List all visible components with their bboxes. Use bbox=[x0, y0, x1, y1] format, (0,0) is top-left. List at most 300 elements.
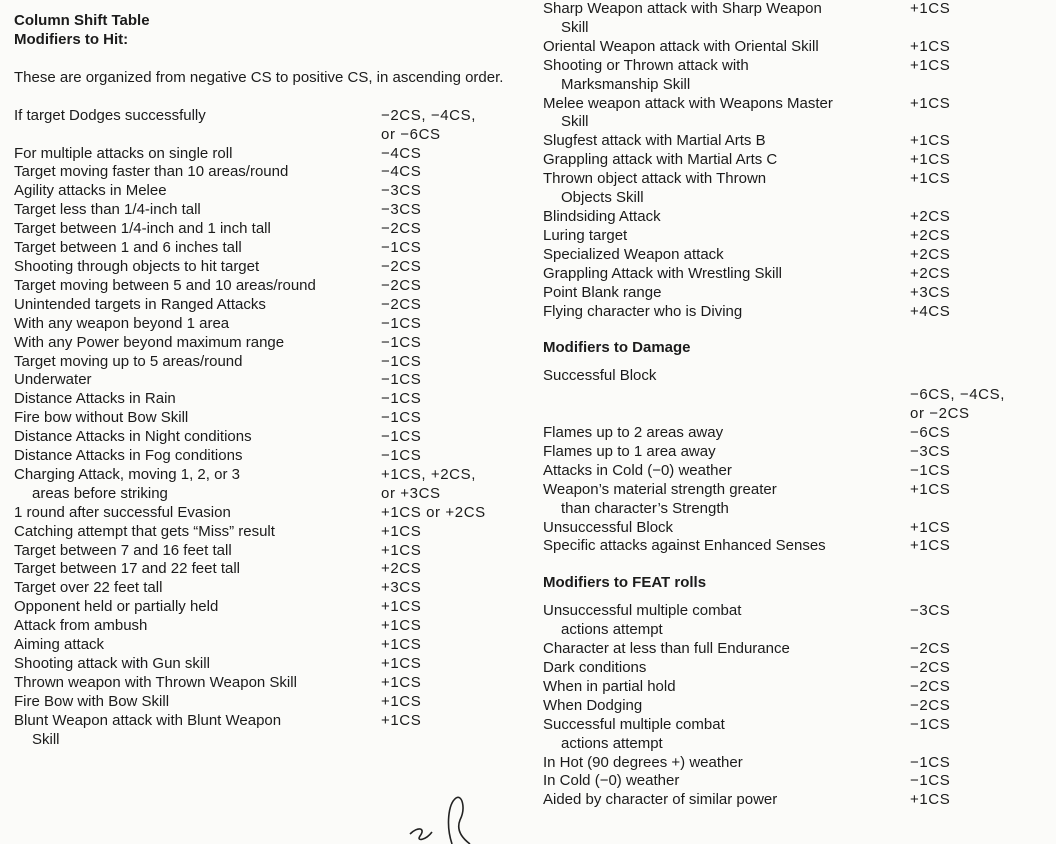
modifier-value-line: +3CS bbox=[910, 283, 951, 301]
left-column bbox=[14, 0, 514, 750]
modifier-label bbox=[14, 655, 381, 674]
modifier-label bbox=[14, 636, 381, 655]
modifier-value-line: +1CS bbox=[381, 711, 422, 729]
modifier-value bbox=[910, 678, 1043, 697]
modifier-value-line: −6CS, −4CS, bbox=[910, 386, 1005, 404]
modifier-row bbox=[543, 443, 1043, 462]
modifier-value bbox=[381, 315, 514, 334]
modifier-row bbox=[14, 201, 514, 220]
modifier-label-line: Opponent held or partially held bbox=[14, 598, 219, 616]
modifier-label-continuation: actions attempt bbox=[561, 621, 663, 639]
modifier-value bbox=[381, 674, 514, 693]
modifier-row bbox=[543, 754, 1043, 773]
modifier-label-line: For multiple attacks on single roll bbox=[14, 144, 233, 162]
modifier-label-line: Luring target bbox=[543, 226, 628, 244]
modifier-label-line: Blunt Weapon attack with Blunt Weapon bbox=[14, 711, 282, 729]
modifier-label bbox=[14, 107, 381, 145]
modifier-label bbox=[14, 523, 381, 542]
modifier-row bbox=[14, 353, 514, 372]
modifier-label-line: Target moving between 5 and 10 areas/round bbox=[14, 276, 316, 294]
modifier-label bbox=[14, 598, 381, 617]
modifier-label bbox=[14, 277, 381, 296]
section-title-damage: Modifiers to Damage bbox=[543, 339, 691, 357]
modifier-row bbox=[543, 640, 1043, 659]
modifier-value bbox=[381, 409, 514, 428]
modifier-value-line: +1CS bbox=[910, 518, 951, 536]
modifier-row bbox=[14, 334, 514, 353]
modifier-label-line: Grappling attack with Martial Arts C bbox=[543, 151, 778, 169]
modifier-value-line: +1CS bbox=[910, 56, 951, 74]
modifier-label bbox=[14, 258, 381, 277]
modifier-label-line: Target between 1 and 6 inches tall bbox=[14, 239, 242, 257]
modifier-label bbox=[14, 239, 381, 258]
modifier-value bbox=[381, 277, 514, 296]
modifier-label bbox=[14, 409, 381, 428]
modifier-row bbox=[14, 409, 514, 428]
modifier-value-line: +1CS bbox=[381, 598, 422, 616]
modifier-label-continuation: Objects Skill bbox=[561, 189, 644, 207]
modifier-label bbox=[543, 227, 910, 246]
modifier-value-line: +1CS bbox=[910, 537, 951, 555]
modifier-label-line: Fire bow without Bow Skill bbox=[14, 409, 189, 427]
modifier-value bbox=[910, 367, 1043, 424]
modifier-label-line: Unsuccessful multiple combat bbox=[543, 602, 742, 620]
modifier-value-line: or +3CS bbox=[381, 484, 441, 502]
modifier-value bbox=[381, 504, 514, 523]
modifier-row bbox=[14, 504, 514, 523]
modifier-value bbox=[910, 265, 1043, 284]
modifier-label-line: Aiming attack bbox=[14, 636, 105, 654]
modifier-row bbox=[543, 265, 1043, 284]
modifier-row bbox=[543, 716, 1043, 754]
modifier-label bbox=[14, 315, 381, 334]
modifier-label-continuation: than character’s Strength bbox=[561, 499, 729, 517]
modifier-value-line bbox=[910, 367, 1043, 386]
modifier-row bbox=[14, 258, 514, 277]
modifier-value-line: −1CS bbox=[910, 715, 951, 733]
modifier-value bbox=[910, 537, 1043, 556]
modifier-label bbox=[14, 693, 381, 712]
intro-text: These are organized from negative CS to positive CS, in ascending order. bbox=[14, 68, 504, 86]
modifier-label-line: Underwater bbox=[14, 371, 92, 389]
modifier-label-line: 1 round after successful Evasion bbox=[14, 503, 231, 521]
modifier-row bbox=[543, 537, 1043, 556]
modifier-label-continuation: Skill bbox=[561, 18, 589, 36]
modifier-value bbox=[381, 617, 514, 636]
modifier-row bbox=[14, 182, 514, 201]
modifier-value-line: −2CS bbox=[910, 677, 951, 695]
modifier-value-line: −1CS bbox=[381, 409, 422, 427]
modifier-label-line: Specific attacks against Enhanced Senses bbox=[543, 537, 826, 555]
modifier-value bbox=[910, 38, 1043, 57]
modifier-row bbox=[543, 0, 1043, 38]
modifier-label bbox=[543, 481, 910, 519]
modifier-value bbox=[910, 151, 1043, 170]
modifier-label-line: Fire Bow with Bow Skill bbox=[14, 692, 170, 710]
modifier-value-line: +1CS bbox=[381, 541, 422, 559]
modifier-value bbox=[910, 57, 1043, 95]
modifier-value bbox=[910, 754, 1043, 773]
modifier-label bbox=[14, 504, 381, 523]
modifier-value-line: −1CS bbox=[910, 772, 951, 790]
modifier-label-line: In Cold (−0) weather bbox=[543, 772, 680, 790]
modifier-row bbox=[14, 277, 514, 296]
damage-modifiers-list bbox=[543, 367, 1043, 556]
modifier-value-line: −2CS bbox=[381, 220, 422, 238]
modifier-label-line: Flying character who is Diving bbox=[543, 302, 743, 320]
modifier-label-line: With any weapon beyond 1 area bbox=[14, 314, 230, 332]
modifier-label bbox=[543, 265, 910, 284]
modifier-value-line: −1CS bbox=[910, 753, 951, 771]
modifier-value-line: +2CS bbox=[910, 264, 951, 282]
modifier-label-continuation: Skill bbox=[32, 730, 60, 748]
modifier-value-line: +1CS bbox=[381, 636, 422, 654]
modifier-value bbox=[381, 447, 514, 466]
modifier-row bbox=[14, 693, 514, 712]
feat-modifiers-list bbox=[543, 602, 1043, 810]
modifier-value bbox=[381, 712, 514, 750]
modifier-label-line: Weapon’s material strength greater bbox=[543, 480, 777, 498]
modifier-value bbox=[381, 523, 514, 542]
modifier-label bbox=[543, 678, 910, 697]
modifier-label-line: Successful multiple combat bbox=[543, 715, 725, 733]
modifier-value bbox=[910, 132, 1043, 151]
modifier-row bbox=[14, 598, 514, 617]
modifier-value-line: +1CS bbox=[910, 170, 951, 188]
modifier-label-line: Unsuccessful Block bbox=[543, 518, 674, 536]
modifier-label-continuation: areas before striking bbox=[32, 484, 168, 502]
modifier-label bbox=[543, 716, 910, 754]
modifier-value bbox=[381, 579, 514, 598]
modifier-label-line: Shooting or Thrown attack with bbox=[543, 56, 749, 74]
modifier-value-line: or −6CS bbox=[381, 125, 441, 143]
modifier-label-line: Character at less than full Endurance bbox=[543, 640, 790, 658]
modifier-row bbox=[543, 519, 1043, 538]
modifier-value-line: +3CS bbox=[381, 579, 422, 597]
modifier-value-line: −3CS bbox=[910, 442, 951, 460]
modifier-value-line: +1CS bbox=[910, 37, 951, 55]
modifier-value-line: −1CS bbox=[381, 447, 422, 465]
modifier-label bbox=[14, 145, 381, 164]
modifier-label-line: Specialized Weapon attack bbox=[543, 245, 724, 263]
modifier-row bbox=[543, 208, 1043, 227]
modifier-row bbox=[14, 239, 514, 258]
modifier-value-line: −4CS bbox=[381, 163, 422, 181]
modifier-row bbox=[543, 170, 1043, 208]
modifier-value-line: −6CS bbox=[910, 424, 951, 442]
modifier-value-line: −2CS, −4CS, bbox=[381, 106, 476, 124]
modifier-value bbox=[381, 220, 514, 239]
modifier-row bbox=[14, 296, 514, 315]
modifier-label-line: Shooting through objects to hit target bbox=[14, 257, 260, 275]
modifier-row bbox=[14, 636, 514, 655]
modifier-value bbox=[381, 296, 514, 315]
modifier-label-line: When Dodging bbox=[543, 696, 643, 714]
modifier-value-line: +1CS bbox=[910, 480, 951, 498]
spacer bbox=[14, 88, 514, 107]
modifier-row bbox=[543, 227, 1043, 246]
section-title-feat: Modifiers to FEAT rolls bbox=[543, 574, 707, 592]
modifier-label bbox=[14, 182, 381, 201]
modifier-label bbox=[543, 754, 910, 773]
modifier-label bbox=[14, 617, 381, 636]
modifier-row bbox=[543, 284, 1043, 303]
modifier-label bbox=[543, 95, 910, 133]
modifier-value-line: +1CS bbox=[381, 617, 422, 635]
modifier-row bbox=[543, 791, 1043, 810]
modifier-label bbox=[543, 659, 910, 678]
modifier-value-line: −4CS bbox=[381, 144, 422, 162]
modifier-value bbox=[381, 258, 514, 277]
modifier-label-line: Thrown weapon with Thrown Weapon Skill bbox=[14, 673, 297, 691]
modifier-label-line: When in partial hold bbox=[543, 677, 676, 695]
modifier-value bbox=[910, 481, 1043, 519]
modifier-value-line: +1CS or +2CS bbox=[381, 503, 486, 521]
modifier-value-line: −3CS bbox=[910, 602, 951, 620]
modifier-value bbox=[381, 182, 514, 201]
modifier-value-line: −1CS bbox=[381, 428, 422, 446]
modifier-value-line: −1CS bbox=[381, 333, 422, 351]
modifier-label-line: Target less than 1/4-inch tall bbox=[14, 201, 201, 219]
modifier-label-line: Unintended targets in Ranged Attacks bbox=[14, 295, 266, 313]
modifier-value-line: −2CS bbox=[910, 640, 951, 658]
modifier-row bbox=[14, 315, 514, 334]
modifier-label bbox=[14, 296, 381, 315]
modifier-value-line: +1CS bbox=[381, 522, 422, 540]
modifier-label bbox=[543, 367, 910, 424]
modifier-value-line: or −2CS bbox=[910, 405, 970, 423]
modifier-label-line: Target moving up to 5 areas/round bbox=[14, 352, 243, 370]
modifier-label bbox=[14, 466, 381, 504]
modifier-value-line: +2CS bbox=[910, 226, 951, 244]
modifier-value-line: −2CS bbox=[381, 276, 422, 294]
modifier-row bbox=[14, 560, 514, 579]
modifier-label bbox=[14, 579, 381, 598]
modifier-label-line: Attack from ambush bbox=[14, 617, 148, 635]
modifier-row bbox=[543, 659, 1043, 678]
modifier-value bbox=[381, 655, 514, 674]
modifier-value-line: +1CS bbox=[910, 151, 951, 169]
modifier-row bbox=[14, 145, 514, 164]
section-title-hit: Modifiers to Hit: bbox=[14, 30, 129, 48]
modifier-value bbox=[910, 791, 1043, 810]
modifier-row bbox=[543, 132, 1043, 151]
modifier-value-line: −1CS bbox=[381, 352, 422, 370]
modifier-value bbox=[381, 428, 514, 447]
modifier-label bbox=[14, 542, 381, 561]
modifier-value-line: −1CS bbox=[381, 390, 422, 408]
modifier-value-line: +1CS, +2CS, bbox=[381, 465, 476, 483]
modifier-value-line: −3CS bbox=[381, 201, 422, 219]
modifier-label-continuation: actions attempt bbox=[561, 734, 663, 752]
modifier-row bbox=[543, 367, 1043, 424]
modifier-label-line: Distance Attacks in Fog conditions bbox=[14, 447, 243, 465]
modifier-value-line: +1CS bbox=[381, 655, 422, 672]
modifier-label bbox=[543, 697, 910, 716]
modifier-label-line: Sharp Weapon attack with Sharp Weapon bbox=[543, 0, 822, 17]
modifier-value bbox=[910, 424, 1043, 443]
modifier-value bbox=[381, 390, 514, 409]
modifier-label bbox=[14, 163, 381, 182]
modifier-label bbox=[543, 151, 910, 170]
modifier-value bbox=[910, 284, 1043, 303]
modifier-value bbox=[910, 462, 1043, 481]
modifier-label bbox=[543, 602, 910, 640]
modifier-label bbox=[14, 390, 381, 409]
modifier-value bbox=[381, 466, 514, 504]
modifier-value bbox=[910, 697, 1043, 716]
modifier-value bbox=[381, 560, 514, 579]
modifier-value bbox=[381, 636, 514, 655]
modifier-label-line: Target between 17 and 22 feet tall bbox=[14, 560, 240, 578]
modifier-label bbox=[543, 462, 910, 481]
modifier-label-line: Blindsiding Attack bbox=[543, 207, 661, 225]
modifier-value bbox=[381, 693, 514, 712]
modifier-value bbox=[381, 334, 514, 353]
modifier-value-line: +1CS bbox=[910, 94, 951, 112]
modifier-label bbox=[14, 220, 381, 239]
page-title: Column Shift Table bbox=[14, 12, 150, 29]
modifier-label bbox=[543, 443, 910, 462]
modifier-label bbox=[543, 519, 910, 538]
modifier-label bbox=[14, 674, 381, 693]
modifier-row bbox=[543, 772, 1043, 791]
modifier-row bbox=[543, 246, 1043, 265]
modifier-value bbox=[381, 598, 514, 617]
modifier-row bbox=[543, 303, 1043, 322]
modifier-value-line: −1CS bbox=[381, 314, 422, 332]
modifier-row bbox=[14, 220, 514, 239]
modifier-value-line: −2CS bbox=[381, 295, 422, 313]
modifier-row bbox=[543, 424, 1043, 443]
modifier-label bbox=[14, 428, 381, 447]
modifier-label bbox=[543, 424, 910, 443]
modifier-label bbox=[543, 132, 910, 151]
modifier-row bbox=[543, 602, 1043, 640]
modifier-label bbox=[543, 246, 910, 265]
modifier-label bbox=[543, 791, 910, 810]
modifier-label-line: Dark conditions bbox=[543, 659, 647, 676]
modifier-label-line: Distance Attacks in Rain bbox=[14, 390, 176, 408]
modifier-value bbox=[910, 170, 1043, 208]
modifier-value-line: +1CS bbox=[910, 132, 951, 150]
modifier-label bbox=[543, 303, 910, 322]
modifier-value bbox=[910, 602, 1043, 640]
modifier-label bbox=[543, 208, 910, 227]
modifier-value-line: +1CS bbox=[910, 791, 951, 809]
modifier-value bbox=[381, 145, 514, 164]
right-column bbox=[543, 0, 1043, 810]
modifier-value bbox=[910, 772, 1043, 791]
modifier-value bbox=[381, 371, 514, 390]
modifier-row bbox=[14, 617, 514, 636]
modifier-label-line: Flames up to 1 area away bbox=[543, 442, 716, 460]
modifier-value-line: +4CS bbox=[910, 302, 951, 320]
modifier-value bbox=[910, 716, 1043, 754]
modifier-row bbox=[14, 447, 514, 466]
modifier-label bbox=[543, 0, 910, 38]
modifier-label bbox=[14, 371, 381, 390]
modifier-value-line: −2CS bbox=[910, 696, 951, 714]
modifier-value-line: −2CS bbox=[910, 659, 951, 676]
modifier-value-line: +1CS bbox=[381, 692, 422, 710]
modifier-label bbox=[543, 772, 910, 791]
modifier-row bbox=[543, 38, 1043, 57]
modifier-label bbox=[14, 201, 381, 220]
modifier-label-line: Oriental Weapon attack with Oriental Skill bbox=[543, 37, 819, 55]
modifier-row bbox=[14, 579, 514, 598]
modifier-label bbox=[14, 712, 381, 750]
modifier-label-line: In Hot (90 degrees +) weather bbox=[543, 753, 743, 771]
modifier-value bbox=[910, 0, 1043, 38]
modifier-label-line: Slugfest attack with Martial Arts B bbox=[543, 132, 766, 150]
modifier-label bbox=[14, 447, 381, 466]
modifier-value bbox=[381, 239, 514, 258]
modifier-row bbox=[543, 95, 1043, 133]
modifier-label-line: Target over 22 feet tall bbox=[14, 579, 163, 597]
modifier-value bbox=[381, 542, 514, 561]
modifier-row bbox=[543, 678, 1043, 697]
modifier-label-line: Flames up to 2 areas away bbox=[543, 424, 724, 442]
hit-modifiers-list bbox=[14, 107, 514, 750]
modifier-value-line: +2CS bbox=[381, 560, 422, 578]
modifier-label bbox=[543, 537, 910, 556]
modifier-value-line: −3CS bbox=[381, 182, 422, 200]
modifier-value bbox=[910, 640, 1043, 659]
modifier-value-line: +1CS bbox=[910, 0, 951, 17]
modifier-value bbox=[381, 201, 514, 220]
modifier-label bbox=[543, 38, 910, 57]
modifier-label-line: Attacks in Cold (−0) weather bbox=[543, 461, 732, 479]
modifier-row bbox=[14, 655, 514, 674]
modifier-label bbox=[543, 57, 910, 95]
modifier-value-line: +1CS bbox=[381, 673, 422, 691]
modifier-value-line: −1CS bbox=[381, 239, 422, 257]
modifier-value bbox=[381, 107, 514, 145]
modifier-row bbox=[543, 481, 1043, 519]
modifier-row bbox=[543, 151, 1043, 170]
modifier-value bbox=[910, 519, 1043, 538]
modifier-label-line: Agility attacks in Melee bbox=[14, 182, 167, 200]
modifier-label bbox=[543, 640, 910, 659]
modifier-label-line: Melee weapon attack with Weapons Master bbox=[543, 94, 833, 112]
modifier-label-line: Catching attempt that gets “Miss” result bbox=[14, 522, 275, 540]
modifier-value bbox=[910, 95, 1043, 133]
modifier-value bbox=[910, 659, 1043, 678]
modifier-value bbox=[910, 246, 1043, 265]
modifier-label-line: Aided by character of similar power bbox=[543, 791, 778, 809]
modifier-value-line: +2CS bbox=[910, 207, 951, 225]
modifier-value-line: −1CS bbox=[381, 371, 422, 389]
modifier-value bbox=[381, 163, 514, 182]
modifier-row bbox=[543, 462, 1043, 481]
modifier-value bbox=[910, 303, 1043, 322]
modifier-value bbox=[381, 353, 514, 372]
modifier-label-line: Target between 7 and 16 feet tall bbox=[14, 541, 232, 559]
modifier-row bbox=[14, 107, 514, 145]
modifier-row bbox=[14, 428, 514, 447]
handwritten-scribble bbox=[396, 790, 516, 844]
modifier-row bbox=[14, 371, 514, 390]
modifier-row bbox=[14, 712, 514, 750]
modifier-label-continuation: Marksmanship Skill bbox=[561, 75, 691, 93]
modifier-row bbox=[543, 697, 1043, 716]
modifier-value bbox=[910, 208, 1043, 227]
modifier-label bbox=[14, 353, 381, 372]
modifier-label bbox=[14, 560, 381, 579]
hit-modifiers-list-continued bbox=[543, 0, 1043, 321]
modifier-label-continuation: Skill bbox=[561, 113, 589, 131]
